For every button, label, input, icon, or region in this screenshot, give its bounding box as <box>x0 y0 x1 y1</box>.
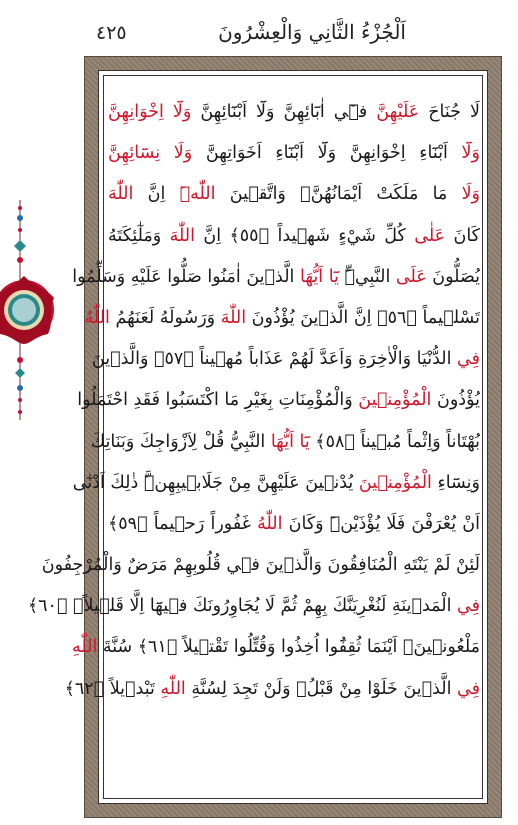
verse-line <box>71 627 480 668</box>
verse-text: غَفُوراً رَح۪يماً ﴿٥٩﴾ <box>108 513 251 534</box>
rose-medallion-icon <box>0 200 60 420</box>
verse-text: يُؤْذُونَ <box>431 390 480 411</box>
verse-text: الْمَد۪ينَةِ لَنُغْرِيَنَّكَ بِهِمْ ثُمَّ لَا يُجَاوِرُونَكَ ف۪يهَٓا اِلَّا قَل۪يلاًۚ ﴿٦٠﴾ <box>27 596 452 617</box>
verse-text: كَانَ <box>445 225 481 246</box>
verse-text: وَمَلٰٓئِكَتَهُ <box>108 225 162 246</box>
divine-name-text: فِي <box>451 349 480 370</box>
verse-line <box>108 174 480 215</box>
page-number: ٤٢٥ <box>96 22 127 44</box>
verse-line <box>108 504 480 545</box>
juz-title: اَلْجُزْءُ الثَّانِي وَالْعِشْرُونَ <box>218 20 406 44</box>
divine-name-text: عَلٰى <box>405 225 446 246</box>
page-header <box>0 18 518 52</box>
verse-line <box>108 133 480 174</box>
verse-text: الدُّنْيَا وَالْاٰخِرَةِ وَاَعَدَّ لَهُمْ عَذَاباً مُه۪يناً ﴿٥٧﴾ وَالَّذ۪ينَ <box>91 349 452 370</box>
divine-name-text: وَلَا نِسَٓائِهِنَّ <box>108 143 193 164</box>
verse-text: مَا مَلَكَتْ اَيْمَانُهُنَّۚ وَاتَّق۪ينَ <box>215 184 448 205</box>
divine-name-text: اللّٰهِ <box>71 637 98 658</box>
divine-name-text: اللّٰهُ <box>250 513 283 534</box>
divine-name-text: اللّٰهَ <box>108 184 134 205</box>
verse-line <box>91 339 480 380</box>
verse-text: النَّبِيُّ قُلْ لِاَزْوَاجِكَ وَبَنَاتِكَ <box>90 431 266 452</box>
divine-name-text: فِي <box>451 596 480 617</box>
verse-text: الَّذ۪ينَ اٰمَنُوا صَلُّوا عَلَيْهِ وَسَلِّمُوا <box>72 266 295 287</box>
divine-name-text: الْمُؤْمِن۪ينَ <box>353 472 432 493</box>
verse-line <box>72 463 480 504</box>
divine-name-text: الْمُؤْمِن۪ينَ <box>352 390 432 411</box>
verse-text: ف۪ٓي اٰبَٓائِهِنَّ وَلَٓا اَبْنَٓائِهِنَّ <box>191 102 368 122</box>
divine-name-text: عَلَى <box>390 266 427 287</box>
divine-name-text: اللّٰهُ <box>84 307 110 328</box>
verse-text: الَّذ۪ينَ خَلَوْا مِنْ قَبْلُۚ وَلَنْ تَجِدَ لِسُنَّةِ <box>185 678 452 699</box>
verse-text: تَبْد۪يلاً ﴿٦٢﴾ <box>64 678 155 699</box>
verse-line <box>64 669 480 710</box>
verse-text: بُهْتَاناً وَاِثْماً مُب۪يناً ﴿٥٨﴾ <box>309 431 480 452</box>
verse-text: وَنِسَٓاءِ <box>431 472 480 493</box>
divine-name-text: عَلَيْهِنَّ <box>367 102 420 122</box>
verse-text: لَا جُنَاحَ <box>419 102 480 122</box>
divine-name-text: اللّٰهَۜ <box>165 184 216 205</box>
divine-name-text: وَلَا <box>447 184 480 205</box>
verse-text-block <box>27 92 481 792</box>
verse-line <box>84 298 480 339</box>
divine-name-text: وَلَٓا <box>447 143 480 164</box>
divine-name-text: وَلَٓا اِخْوَانِهِنَّ <box>108 102 192 122</box>
verse-text: النَّبِيِّۜ <box>338 266 391 287</box>
verse-text: تَسْل۪يماً ﴿٥٦﴾ اِنَّ الَّذ۪ينَ يُؤْذُونَ <box>246 307 480 328</box>
divine-name-text: يَٓا اَيُّهَا <box>294 266 339 287</box>
verse-line <box>72 257 480 298</box>
verse-line <box>108 216 480 257</box>
verse-line <box>90 422 480 463</box>
divine-name-text: اللّٰهَ <box>161 225 195 246</box>
verse-text: اِنَّ <box>133 184 166 205</box>
divine-name-text: اللّٰهِ <box>154 678 186 699</box>
verse-text: كُلِّ شَيْءٍ شَه۪يداً ﴿٥٥﴾ اِنَّ <box>195 225 406 246</box>
divine-name-text: فِي <box>451 678 480 699</box>
verse-line <box>108 92 480 133</box>
verse-text: وَالْمُؤْمِنَاتِ بِغَيْرِ مَا اكْتَسَبُوا فَقَدِ احْتَمَلُوا <box>77 390 353 411</box>
verse-line <box>77 380 480 421</box>
verse-text: لَئِنْ لَمْ يَنْتَهِ الْمُنَافِقُونَ وَالَّذ۪ينَ ف۪ي قُلُوبِهِمْ مَرَضٌ وَالْمُرْجِفُونَ <box>41 555 480 576</box>
verse-text: يُدْن۪ينَ عَلَيْهِنَّ مِنْ جَلَاب۪يبِهِنَّۜ ذٰلِكَ اَدْنٰٓى <box>72 472 354 493</box>
divine-name-text: اللّٰهَ <box>215 307 247 328</box>
verse-text: مَلْعُون۪ينَۚ اَيْنَمَا ثُقِفُٓوا اُخِذُوا وَقُتِّلُوا تَقْت۪يلاً ﴿٦١﴾ سُنَّةَ <box>97 637 480 658</box>
verse-line <box>27 586 480 627</box>
verse-text: اَبْنَٓاءِ اِخْوَانِهِنَّ وَلَٓا اَبْنَٓاءِ اَخَوَاتِهِنَّ <box>192 143 448 164</box>
verse-text: يُصَلُّونَ <box>426 266 480 287</box>
verse-text: اَنْ يُعْرَفْنَ فَلَا يُؤْذَيْنَۜ وَكَانَ <box>282 513 480 534</box>
verse-text: وَرَسُولَهُ لَعَنَهُمُ <box>109 307 216 328</box>
divine-name-text: يَٓا اَيُّهَا <box>265 431 310 452</box>
verse-line <box>41 545 480 586</box>
